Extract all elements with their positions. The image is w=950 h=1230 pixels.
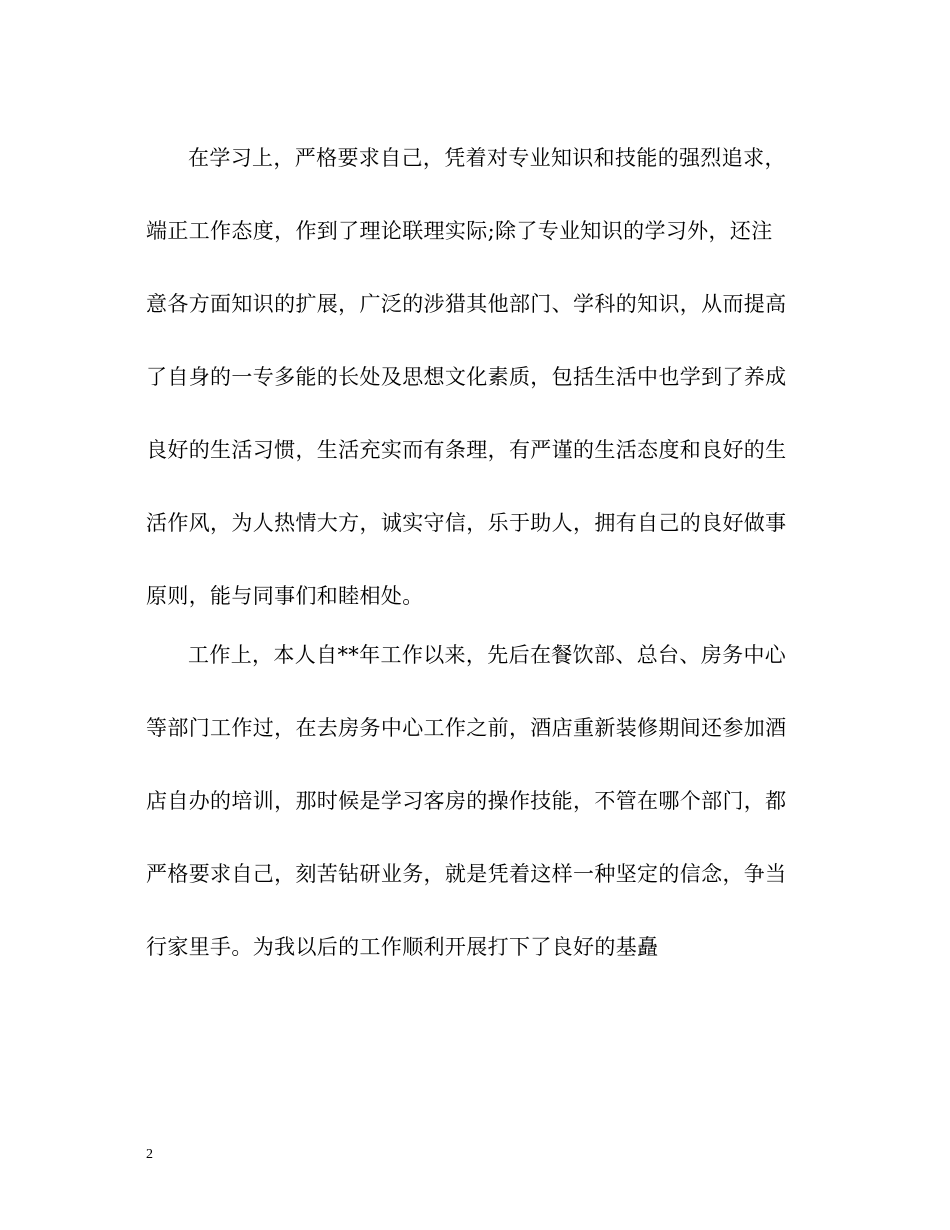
- paragraph-line: 了自身的一专多能的长处及思想文化素质，包括生活中也学到了养成: [146, 365, 787, 389]
- paragraph-line: 等部门工作过，在去房务中心工作之前，酒店重新装修期间还参加酒: [146, 716, 787, 740]
- paragraph-line: 工作上，本人自**年工作以来，先后在餐饮部、总台、房务中心: [188, 643, 787, 667]
- paragraph-line: 原则，能与同事们和睦相处。: [146, 584, 424, 608]
- paragraph-line: 行家里手。为我以后的工作顺利开展打下了良好的基矗: [146, 935, 659, 959]
- paragraph-line: 在学习上，严格要求自己，凭着对专业知识和技能的强烈追求，: [188, 146, 786, 170]
- paragraph-line: 活作风，为人热情大方，诚实守信，乐于助人，拥有自己的良好做事: [146, 511, 787, 535]
- paragraph-line: 端正工作态度，作到了理论联理实际;除了专业知识的学习外，还注: [146, 219, 773, 243]
- paragraph-line: 意各方面知识的扩展，广泛的涉猎其他部门、学科的知识，从而提高: [146, 292, 787, 316]
- paragraph-line: 良好的生活习惯，生活充实而有条理，有严谨的生活态度和良好的生: [146, 438, 787, 462]
- page-number: 2: [146, 1147, 153, 1162]
- paragraph-line: 严格要求自己，刻苦钻研业务，就是凭着这样一种坚定的信念，争当: [146, 862, 787, 886]
- paragraph-line: 店自办的培训，那时候是学习客房的操作技能，不管在哪个部门，都: [146, 789, 787, 813]
